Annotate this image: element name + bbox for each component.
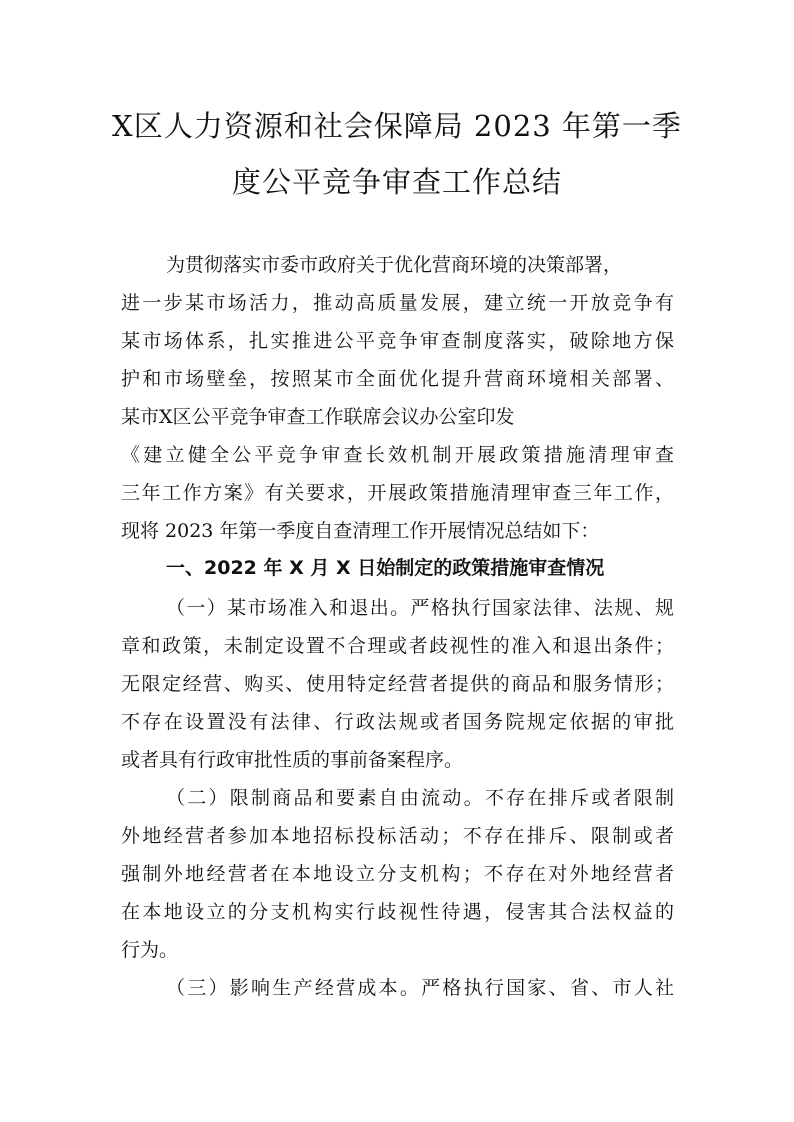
subsection-1-line: 或者具有行政审批性质的事前备案程序。 [121,749,464,771]
subsection-1-line: （一）某市场准入和退出。严格执行国家法律、法规、规 [166,597,674,619]
paragraph-1-line: 《建立健全公平竞争审查长效机制开展政策措施清理审查 [121,444,674,466]
subsection-3-line: （三）影响生产经营成本。严格执行国家、省、市人社 [166,977,674,999]
subsection-2-line: 外地经营者参加本地招标投标活动；不存在排斥、限制或者 [121,825,674,847]
paragraph-1-line: 进一步某市场活力，推动高质量发展，建立统一开放竞争有 [121,292,674,314]
subsection-2-line: （二）限制商品和要素自由流动。不存在排斥或者限制 [166,787,674,809]
subsection-2-line: 行为。 [121,939,179,961]
paragraph-1-line: 某市X区公平竞争审查工作联席会议办公室印发 [121,406,515,428]
section-heading: 一、2022 年 X 月 X 日始制定的政策措施审查情况 [166,557,605,579]
paragraph-1-line: 三年工作方案》有关要求，开展政策措施清理审查三年工作， [121,482,674,504]
subsection-2-line: 在本地设立的分支机构实行歧视性待遇，侵害其合法权益的 [121,901,674,923]
paragraph-1-line: 现将 2023 年第一季度自查清理工作开展情况总结如下： [121,520,600,542]
subsection-2-line: 强制外地经营者在本地设立分支机构；不存在对外地经营者 [121,863,674,885]
paragraph-1-line: 为贯彻落实市委市政府关于优化营商环境的决策部署， [166,254,623,276]
document-title-line-1: X区人力资源和社会保障局 2023 年第一季 [112,109,682,143]
paragraph-1-line: 护和市场壁垒，按照某市全面优化提升营商环境相关部署、 [121,368,674,390]
subsection-1-line: 章和政策，未制定设置不合理或者歧视性的准入和退出条件； [121,635,674,657]
subsection-1-line: 不存在设置没有法律、行政法规或者国务院规定依据的审批 [121,711,674,733]
subsection-1-line: 无限定经营、购买、使用特定经营者提供的商品和服务情形； [121,673,674,695]
paragraph-1-line: 某市场体系，扎实推进公平竞争审查制度落实，破除地方保 [121,330,674,352]
document-title-line-2: 度公平竞争审查工作总结 [231,165,562,199]
